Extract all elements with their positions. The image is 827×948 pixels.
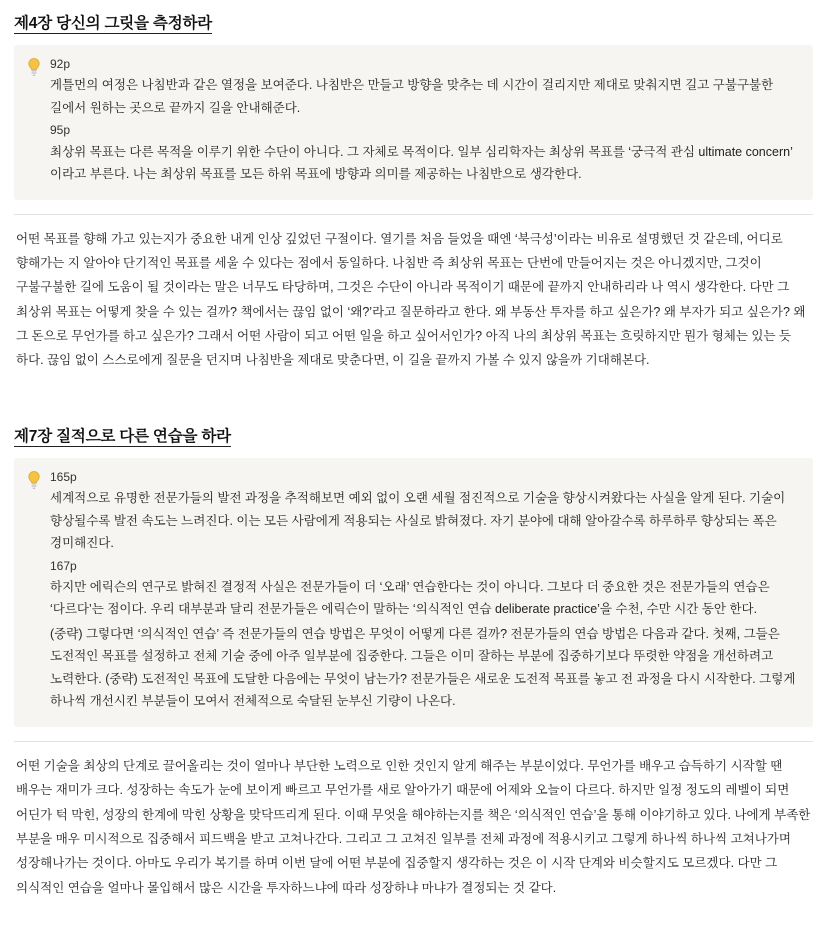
page-bottom-spacer bbox=[14, 930, 813, 938]
note-block-1: 어떤 목표를 향해 가고 있는지가 중요한 내게 인상 깊었던 구절이다. 열기를 처음 들었을 때엔 ‘북극성’이라는 비유로 설명했던 것 같은데, 어디로 향해가는 지 알아야 단기적인 목표를 세울 수 있다는 점에서 동일하다. 나침반 즉 최상위 목표는 단번에 만들어지는 것은 아니겠지만, 그것이 구불구불한 길에 도움이 될 것이라는 말은 너무도 타당하며, 그것은 수단이 아니라 목적이기 때문에 끝까지 안내하리라 나 역시 생각한다. 다만 그 최상위 목표는 어떻게 찾을 수 있는 걸까? 책에서는 끊임 없이 ‘왜?’라고 질문하라고 한다. 왜 부동산 투자를 하고 싶은가? 왜 부자가 되고 싶은가? 왜 그 돈으로 무언가를 하고 싶은가? 그래서 어떤 사람이 되고 어떤 일을 하고 싶어서인가? 아직 나의 최상위 목표는 흐릿하지만 뭔가 형체는 있는 듯 하다. 끊임 없이 스스로에게 질문을 던지며 나침반을 제대로 맞춘다면, 이 길을 끝까지 가볼 수 있지 않을까 기대해본다. bbox=[14, 214, 813, 383]
chapter-heading-2-text: 제7장 질적으로 다른 연습을 하라 bbox=[14, 427, 231, 445]
chapter-heading-1-text: 제4장 당신의 그릿을 측정하라 bbox=[14, 15, 213, 32]
quote-block-1 bbox=[14, 45, 813, 199]
lightbulb-icon bbox=[26, 57, 42, 77]
section-gap bbox=[14, 403, 813, 419]
page-reference: 165p bbox=[50, 469, 77, 484]
quote-body-1 bbox=[50, 55, 801, 187]
chapter-heading-1 bbox=[14, 10, 813, 37]
quote-text: (중략) 그렇다면 ‘의식적인 연습’ 즉 전문가들의 연습 방법은 무엇이 어떻게 다른 걸까? 전문가들의 연습 방법은 다음과 같다. 첫째, 그들은 도전적인 목표를 설정하고 전체 기술 중에 아주 일부분에 집중한다. 그들은 이미 잘하는 부분에 집중하기보다 뚜렷한 약점을 개선하려고 노력한다. (중략) 도전적인 목표에 도달한 다음에는 무엇이 남는가? 전문가들은 새로운 도전적 목표를 놓고 전 과정을 다시 시작한다. 그렇게 하나씩 개선시킨 부분들이 모여서 전체적으로 숙달된 눈부신 기량이 나온다. bbox=[50, 626, 796, 709]
quote-block-2 bbox=[14, 458, 813, 727]
quote-text: 하지만 에릭슨의 연구로 밝혀진 결정적 사실은 전문가들이 더 ‘오래’ 연습한다는 것이 아니다. 그보다 더 중요한 것은 전문가들의 연습은 ‘다르다’는 점이다. 우리 대부분과 달리 전문가들은 에릭슨이 말하는 ‘의식적인 연습 deliberate practice’을 수천, 수만 시간 동안 한다. bbox=[50, 579, 770, 617]
lightbulb-icon bbox=[26, 470, 42, 490]
chapter-heading-2 bbox=[14, 423, 813, 450]
quote-text: 게틀먼의 여정은 나침반과 같은 열정을 보여준다. 나침반은 만들고 방향을 맞추는 데 시간이 걸리지만 제대로 맞춰지면 길고 구불구불한 길에서 원하는 곳으로 끝까지 길을 안내해준다. bbox=[50, 78, 774, 115]
page-reference: 167p bbox=[50, 558, 77, 573]
note-block-2: 어떤 기술을 최상의 단계로 끌어올리는 것이 얼마나 부단한 노력으로 인한 것인지 알게 해주는 부분이었다. 무언가를 배우고 습득하기 시작할 땐 배우는 재미가 크다. 성장하는 속도가 눈에 보이게 빠르고 무언가를 새로 알아가기 때문에 어제와 오늘이 다르다. 하지만 일정 정도의 레벨이 되면 어딘가 턱 막힌, 성장의 한계에 막힌 상황을 맞닥뜨리게 된다. 이때 무엇을 해야하는지를 책은 ‘의식적인 연습’을 통해 이야기하고 있다. 나에게 부족한 부분을 매우 미시적으로 집중해서 피드백을 받고 고쳐나간다. 그리고 그 고쳐진 일부를 전체 과정에 적용시키고 그렇게 하나씩 하나씩 고쳐나가며 성장해나가는 것이다. 아마도 우리가 복기를 하며 이번 달에 어떤 부분에 집중할지 생각하는 것은 이 시작 단계와 비슷할지도 모르겠다. 다만 그 의식적인 연습을 얼마나 몰입해서 많은 시간을 투자하느냐에 따라 성장하냐 마냐가 결정되는 것 같다. bbox=[14, 741, 813, 910]
page-reference: 92p bbox=[50, 57, 71, 72]
quote-text: 최상위 목표는 다른 목적을 이루기 위한 수단이 아니다. 그 자체로 목적이다. 일부 심리학자는 최상위 목표를 ‘궁극적 관심 ultimate concern’ 이라고 부른다. 나는 최상위 목표를 모든 하위 목표에 방향과 의미를 제공하는 나침반으로 생각한다. bbox=[50, 144, 793, 181]
quote-body-2 bbox=[50, 468, 801, 715]
quote-text: 세계적으로 유명한 전문가들의 발전 과정을 추적해보면 예외 없이 오랜 세월 점진적으로 기술을 향상시켜왔다는 사실을 알게 된다. 기술이 향상될수록 발전 속도는 느려진다. 이는 모든 사람에게 적용되는 사실로 밝혀졌다. 자기 분야에 대해 알아갈수록 하루하루 향상되는 폭은 경미해진다. bbox=[50, 491, 786, 551]
page-reference: 95p bbox=[50, 123, 71, 138]
